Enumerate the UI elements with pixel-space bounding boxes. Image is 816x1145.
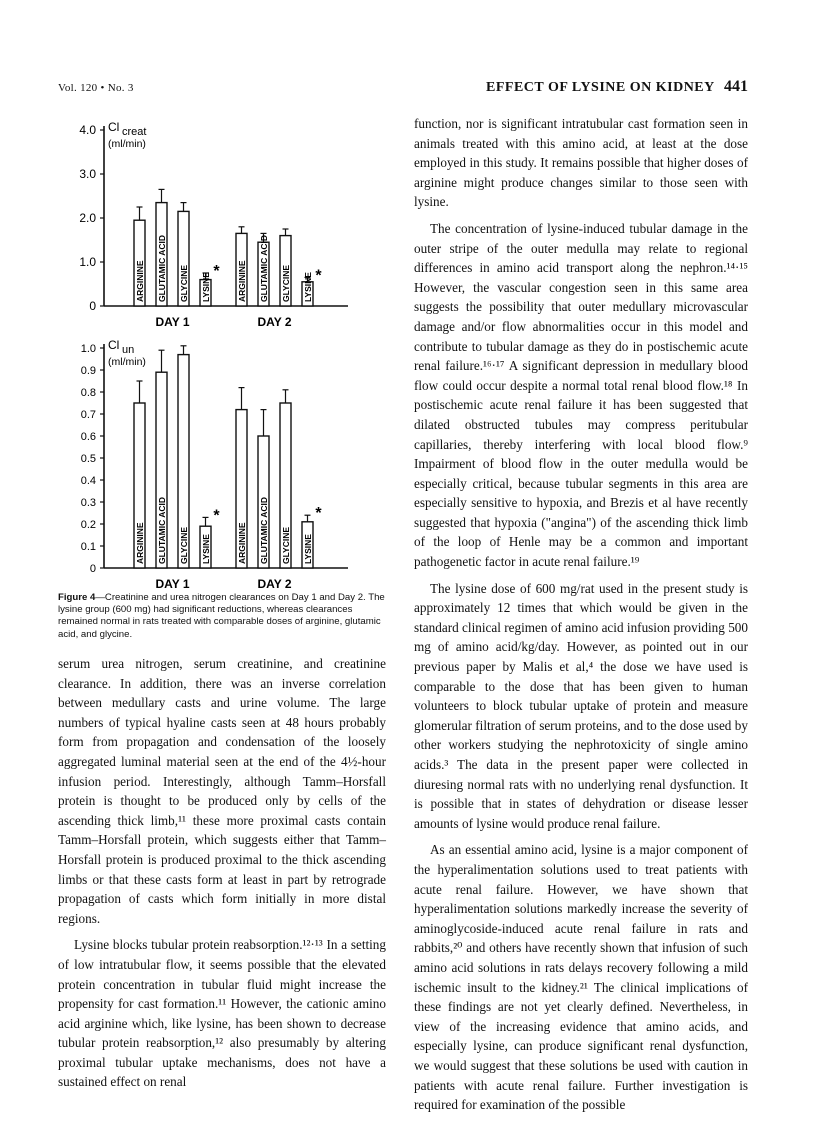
- bar-category-label: LYSINE: [201, 534, 211, 564]
- bar-category-label: GLUTAMIC ACID: [157, 496, 167, 564]
- right-column: [414, 114, 748, 1115]
- paragraph: The concentration of lysine-induced tubular damage in the outer stripe of the outer medulla may relate to regional differences in amino acid transport along the nephron.¹⁴·¹⁵ However, the vascular congestion seen in this same area suggests the possibility that outer medullary microvascular damage and/or flow abnormalities occur in this model and contribute to tubular damage as they do in postischemic acute renal failure.¹⁶·¹⁷ A significant depression in medullary blood flow could occur despite a normal total renal blood flow.¹⁸ In postischemic acute renal failure it has been suggested that dilated obstructed tubules may compress peritubular capillaries, thereby interfering with local blood flow.⁹ Impairment of blood flow in the outer medulla would be especially critical, because tubular segments in this area are especially sensitive to hypoxia, and Brezis et al have recently suggested that hypoxia ("angina") of the ascending thick limb of the loop of Henle may be a common and important pathogenetic factor in acute renal failure.¹⁹: [414, 220, 748, 570]
- bar-category-label: LYSINE: [303, 534, 313, 564]
- figure-caption-text: —Creatinine and urea nitrogen clearances on Day 1 and Day 2. The lysine group (600 mg) had significant reductions, whereas clearances remained normal in rats treated with comparable doses of arginine, glutamic acid, and glycine.: [58, 592, 385, 640]
- chart-title: Cl: [108, 120, 120, 134]
- group-label: DAY 1: [155, 315, 190, 329]
- paragraph: function, nor is significant intratubular cast formation seen in animals treated with this amino acid, at least at the dose employed in this study. It remains possible that higher doses of arginine might produce changes similar to those seen with lysine.: [414, 116, 748, 210]
- y-tick-label: 0.4: [80, 475, 96, 487]
- significance-marker: *: [315, 505, 322, 523]
- bar-category-label: GLUTAMIC ACID: [259, 234, 269, 302]
- left-column: [58, 654, 386, 1092]
- bar-category-label: LYSINE: [201, 272, 211, 302]
- paragraph: serum urea nitrogen, serum creatinine, and creatinine clearance. In addition, there was an inverse correlation between medullary casts and urine volume. The large numbers of typical hyaline casts seen at 48 hours probably form from propagation and condensation of the loosely aggregated luminal material seen at the end of the 4½-hour infusion period. Interestingly, although Tamm–Horsfall protein is thought to be produced only by cells of the ascending thick limb,¹¹ these more proximal casts contain Tamm–Horsfall protein, which suggests either that Tamm–Horsfall protein is produced proximal to the thick ascending limbs or that these casts form at least in part by retrograde propagation of casts which form initially in more distal regions.: [58, 656, 386, 926]
- chart-title: Cl: [108, 338, 120, 352]
- figure-label: Figure 4: [58, 592, 96, 603]
- bar-category-label: GLYCINE: [179, 264, 189, 302]
- paragraph: The lysine dose of 600 mg/rat used in the present study is approximately 12 times that which would be given in the standard clinical regimen of amino acid infusion providing 500 mg of amino acid/kg/day. However, as pointed out in our previous paper by Malis et al,⁴ the dose we have used is comparable to the dose that has been given to human volunteers to block tubular uptake of protein and measure glomerular filtration of serum proteins, and to the dose used by other workers studying the nephrotoxicity of single amino acids.³ The data in the present paper were collected in diuresing normal rats with no underlying renal dysfunction. It is possible that in states of dehydration or disease lesser amounts of lysine would produce renal failure.: [414, 580, 748, 831]
- y-tick-label: 2.0: [79, 211, 96, 225]
- significance-marker: *: [315, 267, 322, 285]
- paragraph: As an essential amino acid, lysine is a major component of the hyperalimentation solutions used to treat patients with acute renal failure. However, we have shown that hyperalimentation solutions markedly increase the severity of aminoglycoside-induced acute renal failure in rats and rabbits,²⁰ and others have recently shown that infusion of such amino acid solutions in rats delays recovery following a mild ischemic insult to the kidney.²¹ The clinical implications of these findings are not yet clearly defined. Nevertheless, in view of the increasing evidence that amino acids, and especially lysine, can produce significant renal dysfunction, we would suggest that these solutions be used with caution in patients with acute renal failure. Further investigation is required for examination of the possible: [414, 842, 748, 1113]
- y-tick-label: 0.1: [80, 541, 96, 553]
- chart-title-subscript: un: [122, 344, 135, 356]
- group-label: DAY 2: [257, 315, 292, 329]
- y-tick-label: 0.8: [80, 387, 96, 399]
- paragraph: Lysine blocks tubular protein reabsorption.¹²·¹³ In a setting of low intratubular flow, it seems possible that the elevated protein concentration in tubular fluid might increase the propensity for cast formation.¹¹ However, the cationic amino acid arginine which, like lysine, has been shown to decrease tubular protein reabsorption,¹² also presumably by altering proximal tubular uptake mechanisms, does not have a sustained effect on renal: [58, 937, 386, 1090]
- bar-category-label: ARGININE: [135, 260, 145, 302]
- figure-caption: [58, 592, 388, 641]
- y-tick-label: 1.0: [80, 343, 96, 355]
- bar-category-label: GLUTAMIC ACID: [259, 496, 269, 564]
- bar-category-label: GLUTAMIC ACID: [157, 234, 167, 302]
- bar-category-label: GLYCINE: [179, 526, 189, 564]
- group-label: DAY 2: [257, 577, 292, 590]
- bar-category-label: GLYCINE: [281, 526, 291, 564]
- page-number: 441: [724, 78, 748, 95]
- significance-marker: *: [213, 263, 220, 280]
- y-tick-label: 3.0: [79, 167, 96, 181]
- group-label: DAY 1: [155, 577, 190, 590]
- bar-category-label: ARGININE: [135, 522, 145, 564]
- journal-volume: Vol. 120 • No. 3: [58, 82, 134, 94]
- y-tick-label: 0: [89, 299, 96, 313]
- bar-category-label: ARGININE: [237, 522, 247, 564]
- y-axis-label: (ml/min): [108, 356, 146, 368]
- y-tick-label: 0.2: [80, 519, 96, 531]
- y-tick-label: 0.3: [80, 497, 96, 509]
- bar-category-label: GLYCINE: [281, 264, 291, 302]
- y-tick-label: 0: [89, 563, 96, 575]
- y-tick-label: 0.7: [80, 409, 96, 421]
- y-tick-label: 1.0: [79, 255, 96, 269]
- bar-category-label: ARGININE: [237, 260, 247, 302]
- figure-4: [0, 110, 400, 590]
- y-tick-label: 0.6: [80, 431, 96, 443]
- chart-title-subscript: creat: [122, 126, 147, 138]
- y-axis-label: (ml/min): [108, 138, 146, 150]
- running-title: EFFECT OF LYSINE ON KIDNEY: [486, 80, 715, 95]
- y-tick-label: 0.9: [80, 365, 96, 377]
- y-tick-label: 0.5: [80, 453, 96, 465]
- significance-marker: *: [213, 507, 220, 525]
- y-tick-label: 4.0: [79, 123, 96, 137]
- bar-category-label: LYSINE: [303, 272, 313, 302]
